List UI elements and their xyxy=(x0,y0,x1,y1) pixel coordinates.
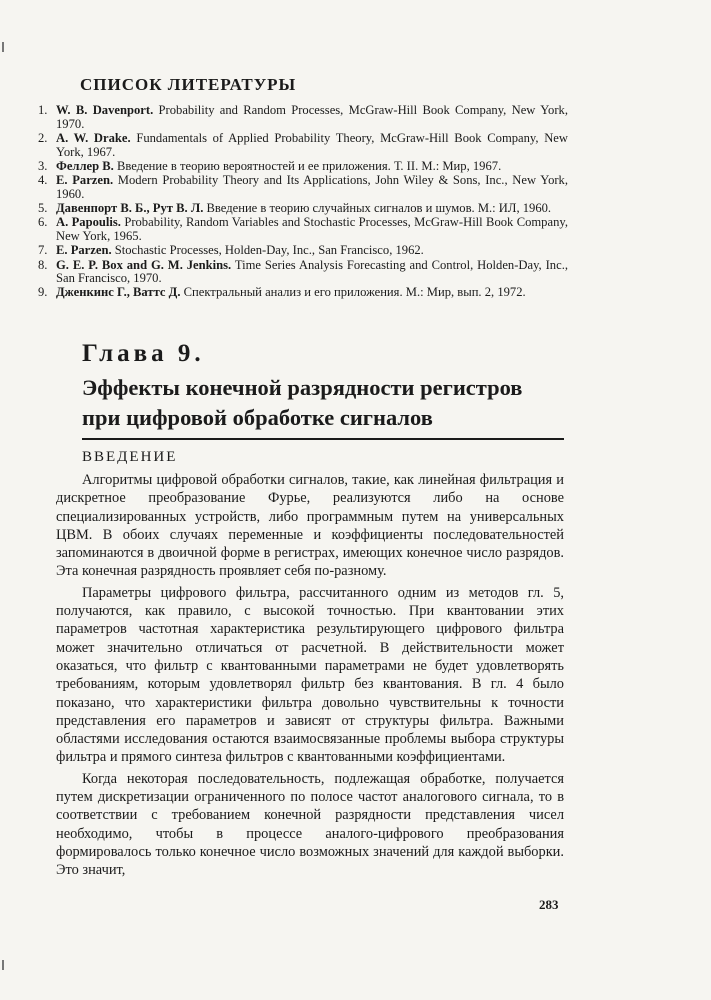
reference-author: Давенпорт В. Б., Рут В. Л. xyxy=(56,201,204,216)
reference-item xyxy=(38,160,568,174)
reference-author: A. Papoulis. xyxy=(56,215,121,230)
references-title: СПИСОК ЛИТЕРАТУРЫ xyxy=(80,75,297,94)
reference-details: Fundamentals of Applied Probability Theory, McGraw-Hill Book Company, New York, 1967. xyxy=(56,130,568,159)
reference-text xyxy=(56,202,568,216)
reference-author: Дженкинс Г., Ваттс Д. xyxy=(56,285,181,300)
reference-author: E. Parzen. xyxy=(56,243,112,258)
reference-item xyxy=(38,132,568,160)
chapter-label: Глава 9. xyxy=(82,340,205,367)
reference-item xyxy=(38,216,568,244)
reference-number: 8. xyxy=(38,257,48,272)
reference-details: Спектральный анализ и его приложения. М.: Мир, вып. 2, 1972. xyxy=(180,285,526,300)
body-paragraph: Алгоритмы цифровой обработки сигналов, такие, как линейная фильтрация и дискретное преобразование Фурье, реализуются либо на основе специализированных устройств, либо программным путем на универсальных ЦВМ. В обоих случаях переменные и коэффициенты последовательностей запоминаются в двоичной форме в регистрах, имеющих конечное число разрядов. Эта конечная разрядность проявляет себя по-разному. xyxy=(56,472,564,580)
reference-text xyxy=(56,132,568,160)
reference-author: A. W. Drake. xyxy=(56,130,131,145)
reference-item xyxy=(38,244,568,258)
reference-text xyxy=(56,216,568,244)
reference-number: 2. xyxy=(38,130,48,145)
reference-author: E. Parzen. xyxy=(56,173,114,188)
scan-edge-mark xyxy=(2,960,4,970)
page-number: 283 xyxy=(539,897,559,912)
scan-edge-mark xyxy=(2,42,4,52)
body-paragraph: Когда некоторая последовательность, подлежащая обработке, получается путем дискретизации ограниченного по полосе частот аналогового сигнала, то в соответствии с требованием конечной разрядности представления чисел необходимо, чтобы в процессе аналого-цифрового преобразования формировалось только конечное число возможных значений для каждой выборки. Это значит, xyxy=(56,770,564,879)
reference-text xyxy=(56,160,568,174)
reference-item xyxy=(38,286,568,300)
reference-item xyxy=(38,259,568,287)
body-paragraph: Параметры цифрового фильтра, рассчитанного одним из методов гл. 5, получаются, как правило, с высокой точностью. При квантовании этих параметров частотная характеристика результирующего цифрового фильтра может значительно отличаться от расчетной. В действительности может оказаться, что фильтр с квантованными параметрами не будет удовлетворять требованиям, которым удовлетворял фильтр без квантования. В гл. 4 было показано, что характеристики фильтра довольно чувствительны к точности представления его параметров и зависят от структуры фильтра. Важными областями исследования остаются взаимосвязанные проблемы выбора структуры фильтра и прямого синтеза фильтров с квантованными коэффициентами. xyxy=(56,584,564,766)
reference-number: 7. xyxy=(38,243,48,258)
section-body xyxy=(56,471,564,883)
references-list xyxy=(38,104,568,301)
reference-author: G. E. P. Box and G. M. Jenkins. xyxy=(56,257,232,272)
reference-number: 3. xyxy=(38,158,48,173)
reference-details: Time Series Analysis Forecasting and Control, Holden-Day, Inc., San Francisco, 1970. xyxy=(56,257,568,286)
reference-details: Stochastic Processes, Holden-Day, Inc., San Francisco, 1962. xyxy=(111,243,424,258)
reference-item xyxy=(38,104,568,132)
reference-details: Modern Probability Theory and Its Applications, John Wiley & Sons, Inc., New York, 1960. xyxy=(56,173,569,201)
reference-details: Probability, Random Variables and Stochastic Processes, McGraw-Hill Book Company, New York, 1965. xyxy=(56,215,568,244)
reference-number: 1. xyxy=(38,103,48,117)
reference-text xyxy=(56,259,568,287)
reference-details: Probability and Random Processes, McGraw-Hill Book Company, New York, 1970. xyxy=(56,103,568,131)
section-heading: ВВЕДЕНИЕ xyxy=(82,449,178,465)
reference-number: 6. xyxy=(38,215,48,230)
reference-number: 5. xyxy=(38,201,48,216)
reference-details: Введение в теорию случайных сигналов и шумов. М.: ИЛ, 1960. xyxy=(203,201,552,216)
chapter-title: Эффекты конечной разрядности регистров при цифровой обработке сигналов xyxy=(82,375,523,430)
reference-text xyxy=(56,244,568,258)
reference-text xyxy=(56,174,568,202)
reference-item xyxy=(38,202,568,216)
reference-author: W. B. Davenport. xyxy=(56,103,154,117)
reference-text xyxy=(56,286,568,300)
chapter-divider xyxy=(82,438,564,440)
reference-details: Введение в теорию вероятностей и ее приложения. Т. II. М.: Мир, 1967. xyxy=(113,158,502,173)
reference-number: 4. xyxy=(38,173,48,188)
reference-author: Феллер В. xyxy=(56,158,114,173)
reference-number: 9. xyxy=(38,285,48,300)
reference-item xyxy=(38,174,568,202)
reference-text xyxy=(56,104,568,132)
